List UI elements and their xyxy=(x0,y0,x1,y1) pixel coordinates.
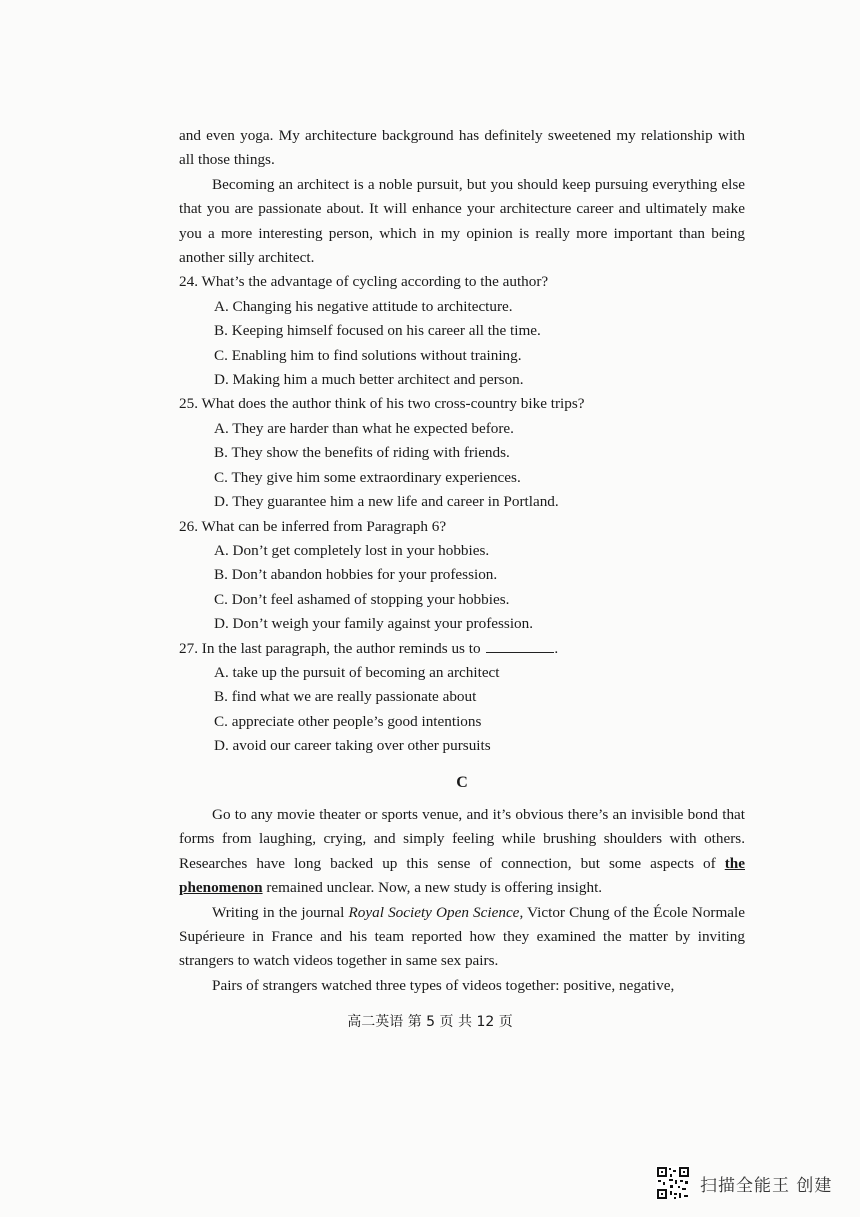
option-d: D. They guarantee him a new life and career in Portland. xyxy=(214,493,559,511)
paragraph-architect: Becoming an architect is a noble pursuit, but you should keep pursuing everything else that you are passionate about. It will enhance your architecture career and ultimately make you a more interesting person, which in my opinion is really more important than being another silly architect. xyxy=(179,175,745,267)
journal-title: Royal Society Open Science xyxy=(348,903,520,921)
question-stem: 27. In the last paragraph, the author reminds us to xyxy=(179,639,481,657)
question-stem: 26. What can be inferred from Paragraph 6? xyxy=(179,517,447,535)
option-a: A. They are harder than what he expected before. xyxy=(214,419,514,437)
option-b: B. Keeping himself focused on his career all the time. xyxy=(214,322,541,340)
option-c: C. Don’t feel ashamed of stopping your hobbies. xyxy=(214,590,510,608)
passage-c-paragraph-2 xyxy=(179,901,745,974)
question-24 xyxy=(179,270,745,392)
option-d: D. avoid our career taking over other pursuits xyxy=(214,737,491,755)
watermark-text: 扫描全能王 创建 xyxy=(700,1175,833,1196)
scanner-watermark xyxy=(656,1166,832,1200)
text-run: Go to any movie theater or sports venue, and it’s obvious there’s an invisible bond that forms from laughing, crying, and simply feeling while brushing shoulders with others. Researches have long backed up this sense of connection, but some aspects of xyxy=(179,805,745,872)
question-stem: 24. What’s the advantage of cycling according to the author? xyxy=(179,273,549,291)
passage-c-paragraph-1 xyxy=(179,803,745,901)
option-c: C. Enabling him to find solutions without training. xyxy=(214,346,522,364)
option-d: D. Don’t weigh your family against your profession. xyxy=(214,615,534,633)
option-b: B. find what we are really passionate about xyxy=(214,688,477,706)
option-a: A. Changing his negative attitude to architecture. xyxy=(214,297,513,315)
text-run: remained unclear. Now, a new study is offering insight. xyxy=(262,879,603,897)
text-run: , Victor Chung of the École Normale Supérieure in France and his team reported how they examined the matter by inviting strangers to watch videos together in same sex pairs. xyxy=(179,903,745,970)
question-stem-end: . xyxy=(554,639,559,657)
text-run: Writing in the journal xyxy=(212,903,349,921)
option-a: A. Don’t get completely lost in your hobbies. xyxy=(214,541,490,559)
option-c: C. They give him some extraordinary experiences. xyxy=(214,468,521,486)
question-27 xyxy=(179,637,745,759)
option-a: A. take up the pursuit of becoming an architect xyxy=(214,663,500,681)
answer-blank xyxy=(486,638,554,653)
paragraph-continued: and even yoga. My architecture background has definitely sweetened my relationship with all those things. xyxy=(179,127,745,169)
option-b: B. They show the benefits of riding with friends. xyxy=(214,444,510,462)
underlined-phrase: the phenomenon xyxy=(179,854,745,897)
page-content xyxy=(179,124,745,998)
page-footer: 高二英语 第 5 页 共 12 页 xyxy=(347,1014,513,1030)
question-26 xyxy=(179,515,745,637)
option-d: D. Making him a much better architect and person. xyxy=(214,371,524,389)
question-25 xyxy=(179,392,745,514)
question-stem-line xyxy=(179,637,745,661)
option-b: B. Don’t abandon hobbies for your profession. xyxy=(214,566,498,584)
section-heading: C xyxy=(456,773,468,791)
option-c: C. appreciate other people’s good intentions xyxy=(214,712,482,730)
passage-c-paragraph-3: Pairs of strangers watched three types of videos together: positive, negative, xyxy=(212,976,675,994)
question-stem: 25. What does the author think of his two cross-country bike trips? xyxy=(179,395,585,413)
qr-code-icon xyxy=(656,1166,690,1200)
